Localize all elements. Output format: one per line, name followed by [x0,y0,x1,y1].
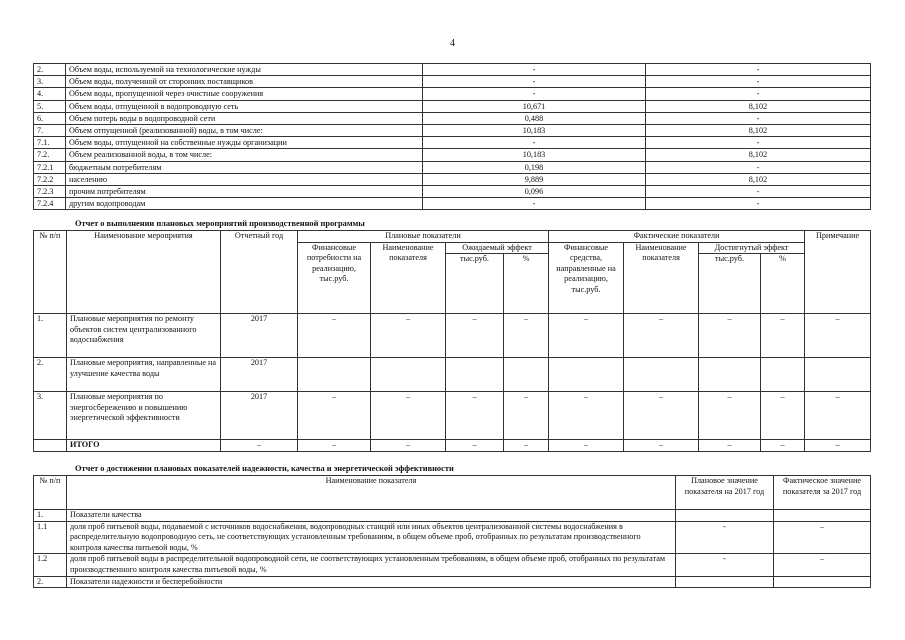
row-number: 2. [34,576,67,588]
total-cell: – [221,440,298,452]
col-header-planned: Плановые показатели [298,231,549,243]
fact-value [774,510,871,522]
fact-value: 8,102 [646,149,871,161]
table-row [34,161,871,173]
indicators-report-title: Отчет о достижении плановых показателей надежности, качества и энергетической эффективности [75,464,454,473]
row-number: 1. [34,510,67,522]
col-header-plan-effect-rub: тыс.руб. [446,254,504,314]
fact-value: - [646,137,871,149]
row-cell: – [761,392,805,440]
plan-value: - [676,554,774,576]
row-cell: – [549,392,624,440]
row-number: 5. [34,100,66,112]
plan-value: - [423,88,646,100]
col-header-plan-effect-pct: % [504,254,549,314]
row-cell: – [371,314,446,358]
total-cell: – [504,440,549,452]
program-report-table [33,230,871,452]
row-number: 2. [34,358,67,392]
program-report-body [34,314,871,440]
row-number: 7.2.4 [34,198,66,210]
table-row [34,198,871,210]
row-name: доля проб питьевой воды в распределительной водопроводной сети, не соответствующих установленным требованиям, в общем объеме проб, отобранных по результатам производственного контроля качества питьевой воды, % [67,554,676,576]
water-volume-table-body [34,64,871,210]
col-header-note: Примечание [805,231,871,314]
col-header-fact-finance: Финансовые средства, направленные на реализацию, тыс.руб. [549,242,624,314]
indicators-report-table [33,475,871,588]
row-number: 1.2 [34,554,67,576]
table-row [34,112,871,124]
row-name: Плановые мероприятия по энергосбережению и повышению энергетической эффективности [67,392,221,440]
table-row [34,186,871,198]
row-cell: – [446,392,504,440]
row-year: 2017 [221,392,298,440]
row-name: Объем потерь воды в водопроводной сети [66,112,423,124]
total-cell: – [761,440,805,452]
row-cell: – [549,314,624,358]
fact-value: 8,102 [646,125,871,137]
row-cell [371,358,446,392]
row-number: 6. [34,112,66,124]
col-header-actual: Фактические показатели [549,231,805,243]
col-header-plan-indicator: Наименование показателя [371,242,446,314]
col-header-fact-indicator: Наименование показателя [624,242,699,314]
row-cell: – [805,314,871,358]
table-row [34,64,871,76]
total-cell: – [446,440,504,452]
row-number: 7.2.1 [34,161,66,173]
row-number: 3. [34,392,67,440]
row-name: населению [66,173,423,185]
row-name: Объем отпущенной (реализованной) воды, в том числе: [66,125,423,137]
total-cell: – [699,440,761,452]
row-number: 1.1 [34,521,67,554]
row-number: 7.2. [34,149,66,161]
row-year: 2017 [221,314,298,358]
row-name: Объем воды, используемой на технологические нужды [66,64,423,76]
page-number: 4 [450,38,455,49]
fact-value: - [646,112,871,124]
plan-value [676,510,774,522]
row-cell: – [699,314,761,358]
water-volume-table [33,63,871,210]
total-cell: – [298,440,371,452]
row-year: 2017 [221,358,298,392]
row-cell: – [371,392,446,440]
table-row [34,76,871,88]
total-cell: – [624,440,699,452]
table-row [34,554,871,576]
row-number: 3. [34,76,66,88]
table-row [34,314,871,358]
fact-value: - [646,186,871,198]
row-number: 4. [34,88,66,100]
row-cell: – [446,314,504,358]
row-cell [298,358,371,392]
table-row [34,521,871,554]
col-header-year: Отчетный год [221,231,298,314]
row-cell: – [624,392,699,440]
row-cell [761,358,805,392]
table-row [34,576,871,588]
row-cell: – [761,314,805,358]
fact-value: - [646,76,871,88]
row-name: Объем воды, пропущенной через очистные сооружения [66,88,423,100]
total-cell: – [805,440,871,452]
fact-value [774,576,871,588]
col-header-name: Наименование показателя [67,476,676,510]
row-cell: – [699,392,761,440]
row-cell: – [298,392,371,440]
table-row [34,137,871,149]
plan-value: 0,488 [423,112,646,124]
col-header-fact-effect-pct: % [761,254,805,314]
row-number: 7.2.3 [34,186,66,198]
col-header-no: № п/п [34,476,67,510]
table-row [34,173,871,185]
col-header-fact-effect: Достигнутый эффект [699,242,805,254]
table-row [34,510,871,522]
row-name: бюджетным потребителям [66,161,423,173]
row-cell [446,358,504,392]
total-cell: – [549,440,624,452]
row-name: Показатели качества [67,510,676,522]
row-name: другим водопроводам [66,198,423,210]
row-cell: – [805,392,871,440]
plan-value: 9,889 [423,173,646,185]
row-name: Объем воды, полученной от сторонних поставщиков [66,76,423,88]
row-number: 2. [34,64,66,76]
col-header-plan-finance: Финансовые потребности на реализацию, тыс.руб. [298,242,371,314]
row-number: 7.1. [34,137,66,149]
table-row [34,358,871,392]
fact-value: - [646,161,871,173]
fact-value: – [774,554,871,576]
table-row [34,100,871,112]
program-report-title: Отчет о выполнении плановых мероприятий производственной программы [75,219,365,228]
total-label: ИТОГО [67,440,221,452]
total-cell: – [371,440,446,452]
fact-value: - [646,64,871,76]
plan-value [676,576,774,588]
plan-value: - [423,137,646,149]
col-header-no: № п/п [34,231,67,314]
row-name: прочим потребителям [66,186,423,198]
col-header-plan-value: Плановое значение показателя на 2017 год [676,476,774,510]
row-name: доля проб питьевой воды, подаваемой с источников водоснабжения, водопроводных станций или иных объектов централизованной системы водоснабжения в распределительную водопроводную сеть, не соответствующих установленным требованиям, в общем объеме проб, отобранных по результатам производственного контроля качества питьевой воды, % [67,521,676,554]
table-row [34,125,871,137]
fact-value: 8,102 [646,173,871,185]
row-number: 7. [34,125,66,137]
row-cell: – [298,314,371,358]
col-header-fact-value: Фактическое значение показателя за 2017 год [774,476,871,510]
table-row [34,392,871,440]
row-name: Плановые мероприятия, направленные на улучшение качества воды [67,358,221,392]
total-row [34,440,871,452]
fact-value: - [646,88,871,100]
row-number: 7.2.2 [34,173,66,185]
row-cell [805,358,871,392]
plan-value: - [423,64,646,76]
fact-value: – [774,521,871,554]
fact-value: 8,102 [646,100,871,112]
table-row [34,149,871,161]
row-name: Объем реализованной воды, в том числе: [66,149,423,161]
row-cell [504,358,549,392]
row-cell: – [504,392,549,440]
plan-value: 10,671 [423,100,646,112]
plan-value: 10,183 [423,149,646,161]
plan-value: - [423,76,646,88]
row-cell: – [624,314,699,358]
indicators-report-body [34,510,871,588]
plan-value: - [676,521,774,554]
total-no-cell [34,440,67,452]
row-cell: – [504,314,549,358]
row-cell [699,358,761,392]
table-row [34,88,871,100]
plan-value: 0,198 [423,161,646,173]
row-name: Показатели надежности и бесперебойности [67,576,676,588]
plan-value: 10,183 [423,125,646,137]
row-name: Плановые мероприятия по ремонту объектов систем централизованного водоснабжения [67,314,221,358]
plan-value: - [423,198,646,210]
row-name: Объем воды, отпущенной в водопроводную сеть [66,100,423,112]
col-header-fact-effect-rub: тыс.руб. [699,254,761,314]
row-cell [624,358,699,392]
row-name: Объем воды, отпущенной на собственные нужды организации [66,137,423,149]
col-header-plan-effect: Ожидаемый эффект [446,242,549,254]
row-number: 1. [34,314,67,358]
plan-value: 0,096 [423,186,646,198]
fact-value: - [646,198,871,210]
col-header-name: Наименование мероприятия [67,231,221,314]
row-cell [549,358,624,392]
